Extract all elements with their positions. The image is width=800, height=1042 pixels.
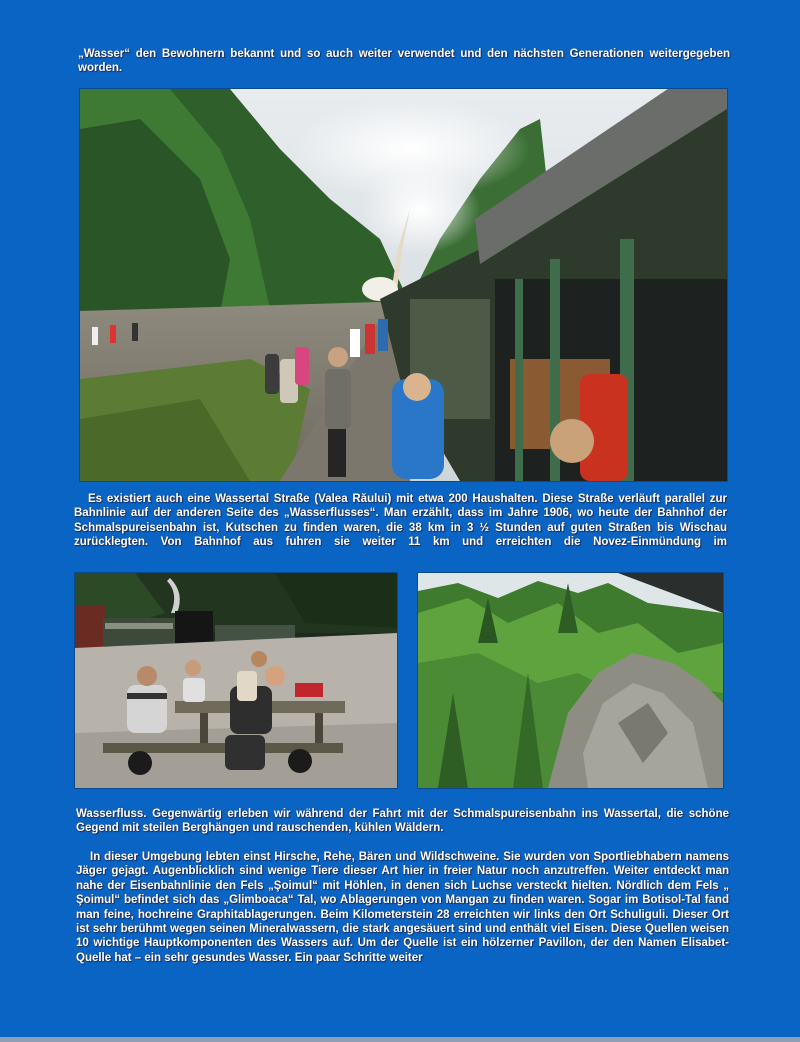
- paragraph-umgebung: In dieser Umgebung lebten einst Hirsche, Rehe, Bären und Wildschweine. Sie wurden von Sportliebhabern namens Jäger gejagt. Augenblicklich sind wenige Tiere dieser Art hier in freier Natur noch anzutreffen. Weiter entdeckt man nahe der Eisenbahnlinie den Fels „Şoimul“ mit Höhlen, in denen sich Luchse versteckt hielten. Nördlich dem Fels „ Şoimul“ befindet sich das „Glimboaca“ Tal, wo Ablagerungen von Mangan zu finden waren. Sogar im Botisol-Tal fand man feine, hochreine Graphitablagerungen. Beim Kilometerstein 28 erreichten wir links den Ort Schuliguli. Dieser Ort ist sehr berühmt wegen seinen Mineralwassern, die stark angesäuert sind und enthält viel Eisen. Diese Quellen weisen 10 wichtige Hauptkomponenten des Wassers auf. Um der Quelle ist ein hölzerner Pavillon, der den Namen Elisabet-Quelle hat – ein sehr gesundes Wasser. Ein paar Schritte weiter: [76, 851, 729, 964]
- steam-train-passengers-photo: [79, 88, 728, 482]
- picnic-table-photo: [74, 572, 398, 789]
- paragraph-wassertal-strasse: Es existiert auch eine Wassertal Straße (Valea Răului) mit etwa 200 Haushalten. Diese Straße verläuft parallel zur Bahnlinie auf der anderen Seite des „Wasserflusses“. Man erzählt, dass im Jahre 1906, wo heute der Bahnhof der Schmalspureisenbahn ist, Kutschen zu finden waren, die 38 km in 3 ½ Stunden auf guten Straßen bis Wischau zurücklegten. Von Bahnhof aus fuhren sie weiter 11 km und erreichten die Novez-Einmündung im: [74, 493, 727, 549]
- paragraph-wasserfluss: Wasserfluss. Gegenwärtig erleben wir während der Fahrt mit der Schmalspureisenbahn ins Wassertal, die schöne Gegend mit steilen Berghängen und rauschenden, kühlen Wäldern.: [76, 808, 729, 835]
- page-bottom-border: [0, 1037, 800, 1042]
- forest-rock-cliff-photo: [417, 572, 724, 789]
- paragraph-intro: „Wasser“ den Bewohnern bekannt und so auch weiter verwendet und den nächsten Generationen weitergegeben worden.: [78, 48, 730, 75]
